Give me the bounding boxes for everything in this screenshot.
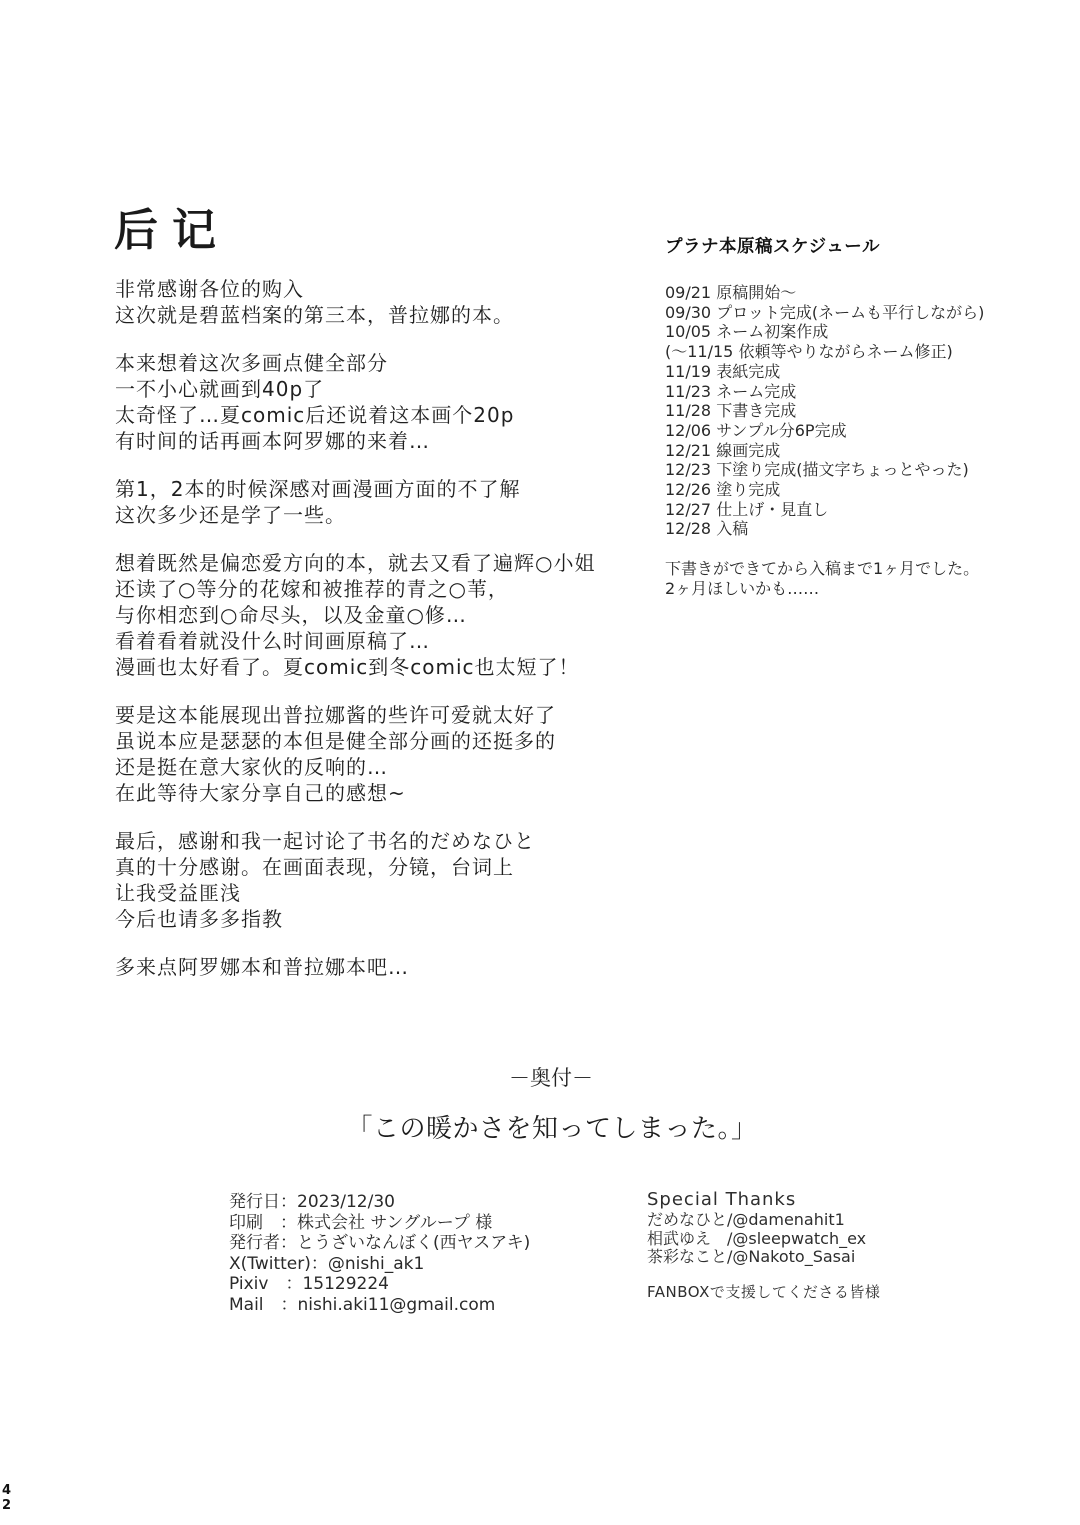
manuscript-schedule <box>665 233 1055 599</box>
special-thanks-title: Special Thanks <box>647 1189 797 1210</box>
special-thanks-name: 相武ゆえ /@sleepwatch_ex <box>647 1228 867 1248</box>
afterword-title: 后记 <box>114 205 230 256</box>
schedule-title: プラナ本原稿スケジュール <box>665 237 880 257</box>
afterword-text-line: 还是挺在意大家伙的反响的… <box>115 755 388 779</box>
schedule-note-line: 2ヶ月ほしいかも…… <box>665 578 820 598</box>
afterword-text-line: 最后，感谢和我一起讨论了书名的だめなひと <box>115 829 535 853</box>
page-number <box>2 1483 11 1513</box>
publication-line: X(Twitter)：@nishi_ak1 <box>229 1253 425 1274</box>
publication-line: Pixiv ：15129224 <box>229 1274 389 1295</box>
afterword-text-line: 让我受益匪浅 <box>115 881 241 905</box>
afterword-text-line: 漫画也太好看了。夏comic到冬comic也太短了！ <box>115 655 580 679</box>
afterword-text-line: 有时间的话再画本阿罗娜的来着… <box>115 429 430 453</box>
afterword-body <box>115 276 675 1002</box>
afterword-paragraph <box>115 954 675 980</box>
afterword-text-line: 在此等待大家分享自己的感想~ <box>115 781 406 805</box>
afterword-text-line: 看着看着就没什么时间画原稿了… <box>115 629 430 653</box>
schedule-list <box>665 283 1055 539</box>
special-thanks-name: だめなひと/@damenahit1 <box>647 1210 845 1229</box>
afterword-text-line: 真的十分感谢。在画面表现，分镜，台词上 <box>115 855 514 879</box>
special-thanks-name: 茶彩なこと/@Nakoto_Sasai <box>647 1247 856 1267</box>
afterword-text-line: 还读了○等分的花嫁和被推荐的青之○苇， <box>115 577 509 601</box>
publication-line: 発行日：2023/12/30 <box>229 1192 395 1212</box>
schedule-item: 11/28 下書き完成 <box>665 401 797 421</box>
colophon-header: －奥付－ <box>509 1066 593 1090</box>
schedule-item: 12/28 入稿 <box>665 519 749 539</box>
schedule-item: 12/06 サンプル分6P完成 <box>665 420 847 440</box>
schedule-note-line: 下書きができてから入稿まで1ヶ月でした。 <box>665 559 980 579</box>
afterword-paragraph <box>115 702 675 806</box>
schedule-item: 10/05 ネーム初案作成 <box>665 322 829 342</box>
afterword-paragraph <box>115 550 675 680</box>
afterword-text-line: 这次多少还是学了一些。 <box>115 503 346 527</box>
schedule-item: 12/26 塗り完成 <box>665 480 781 500</box>
afterword-text-line: 与你相恋到○命尽头，以及金童○修… <box>115 603 467 627</box>
afterword-text-line: 非常感谢各位的购入 <box>115 277 304 301</box>
special-thanks-names <box>647 1211 880 1267</box>
schedule-item: 11/19 表紙完成 <box>665 361 781 381</box>
schedule-item: 12/21 線画完成 <box>665 440 781 460</box>
afterword-text-line: 多来点阿罗娜本和普拉娜本吧… <box>115 955 409 979</box>
schedule-notes <box>665 559 1055 598</box>
afterword-text-line: 这次就是碧蓝档案的第三本，普拉娜的本。 <box>115 303 514 327</box>
afterword-text-line: 太奇怪了…夏comic后还说着这本画个20p <box>115 403 515 427</box>
schedule-item: 09/30 プロット完成(ネームも平行しながら) <box>665 302 985 322</box>
special-thanks-note: FANBOXで支援してくださる皆様 <box>647 1282 881 1301</box>
special-thanks <box>647 1190 880 1302</box>
afterword-text-line: 要是这本能展现出普拉娜酱的些许可爱就太好了 <box>115 703 556 727</box>
afterword-paragraph <box>115 476 675 528</box>
schedule-item: 12/23 下塗り完成(描文字ちょっとやった) <box>665 460 969 480</box>
publication-line: 発行者：とうざいなんぼく(西ヤスアキ) <box>229 1233 531 1254</box>
afterword-text-line: 虽说本应是瑟瑟的本但是健全部分画的还挺多的 <box>115 729 556 753</box>
publication-line: Mail ：nishi.aki11@gmail.com <box>229 1294 496 1315</box>
schedule-item: (～11/15 依頼等やりながらネーム修正) <box>665 342 953 362</box>
afterword-paragraph <box>115 276 675 328</box>
page-number-digit: 2 <box>2 1498 12 1513</box>
page-number-digit: 4 <box>2 1483 12 1498</box>
schedule-item: 09/21 原稿開始～ <box>665 283 797 302</box>
schedule-item: 11/23 ネーム完成 <box>665 381 797 401</box>
afterword-text-line: 第1，2本的时候深感对画漫画方面的不了解 <box>115 477 521 501</box>
schedule-item: 12/27 仕上げ・見直し <box>665 499 829 519</box>
afterword-text-line: 本来想着这次多画点健全部分 <box>115 351 388 375</box>
afterword-paragraph <box>115 828 675 932</box>
publication-line: 印刷 ：株式会社 サングループ 様 <box>229 1212 493 1233</box>
publication-info <box>229 1192 530 1316</box>
book-title: 「この暖かさを知ってしまった。」 <box>346 1114 758 1144</box>
afterword-text-line: 想着既然是偏恋爱方向的本，就去又看了遍辉○小姐 <box>115 551 596 575</box>
afterword-paragraph <box>115 350 675 454</box>
afterword-text-line: 今后也请多多指教 <box>115 907 283 931</box>
afterword-text-line: 一不小心就画到40p了 <box>115 377 325 401</box>
